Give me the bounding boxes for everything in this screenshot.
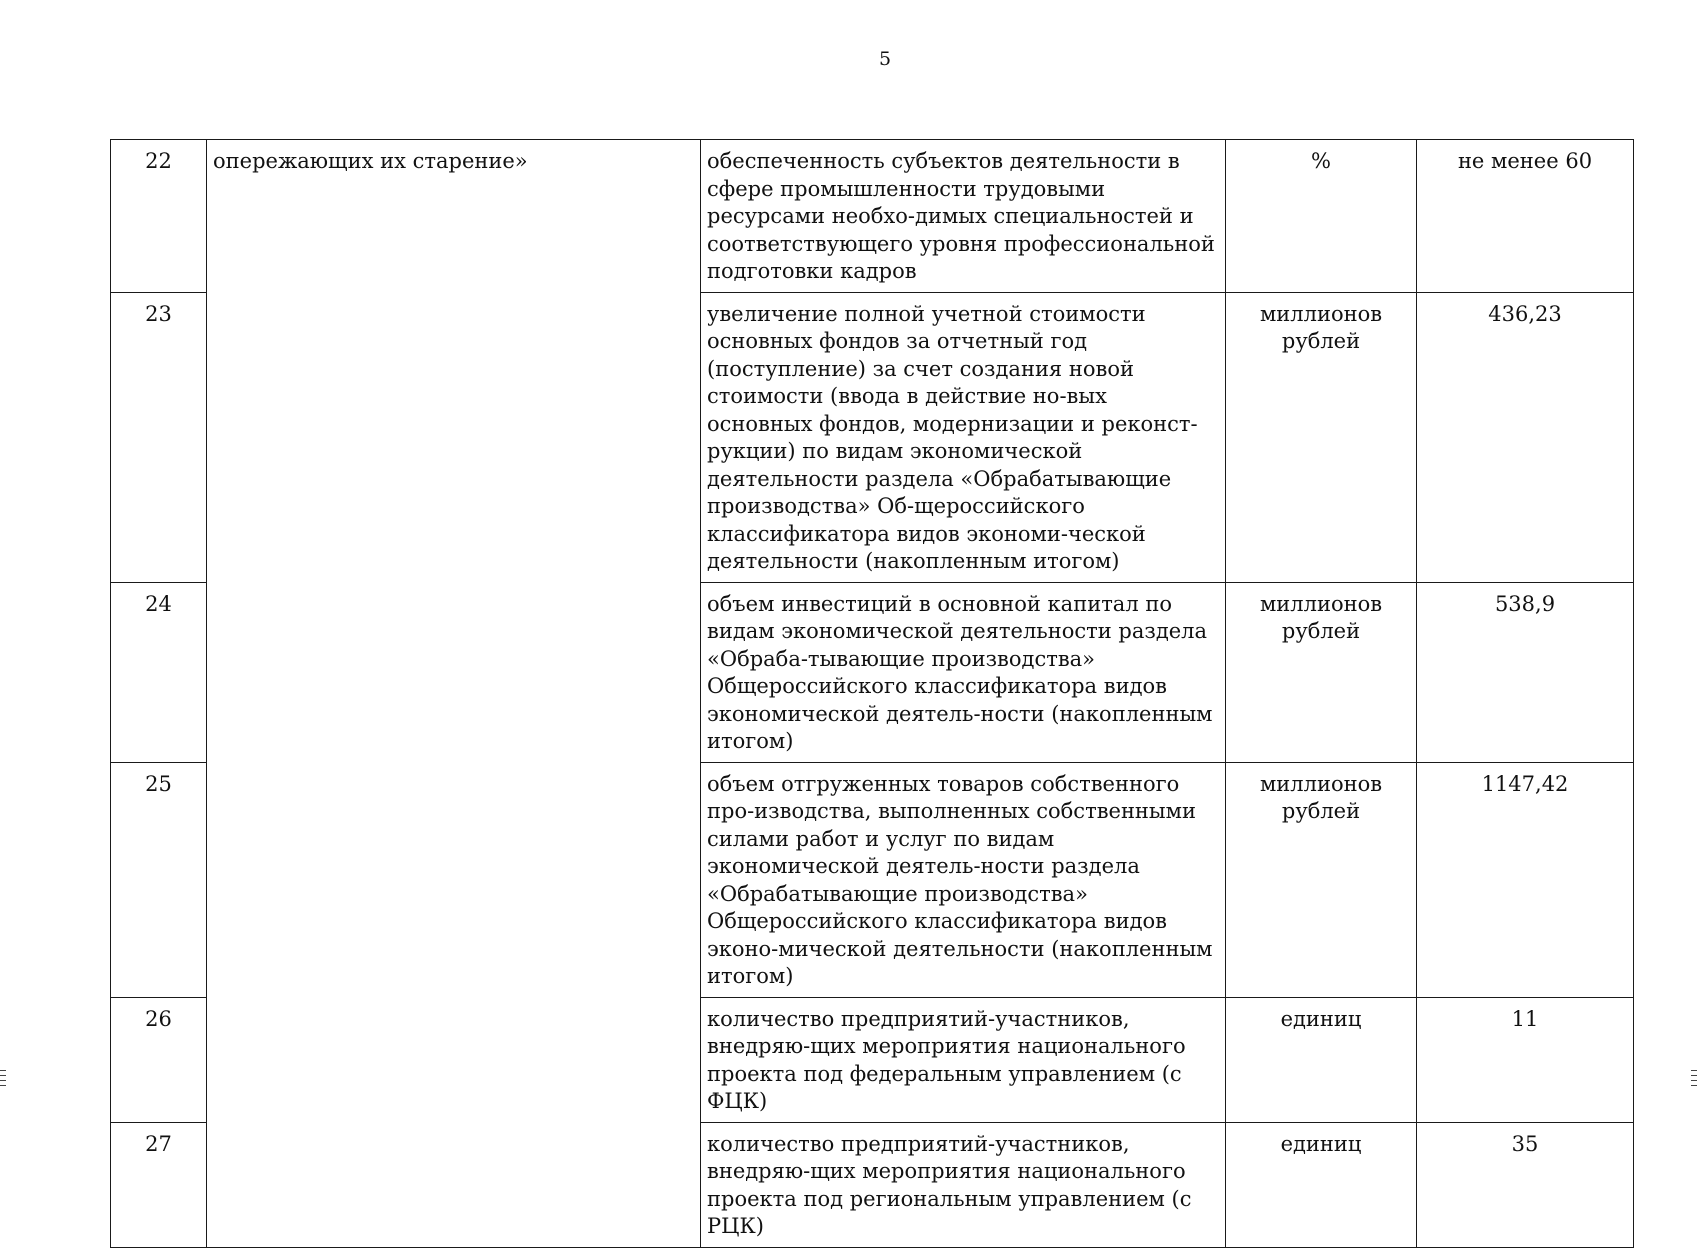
value-cell: 436,23 xyxy=(1417,292,1634,582)
page-number: 5 xyxy=(878,48,892,70)
value-cell: 1147,42 xyxy=(1417,762,1634,997)
indicator-cell: обеспеченность субъектов деятельности в сфере промышленности трудовыми ресурсами необхо-димых специальностей и соответствующего уровня профессиональной подготовки кадров xyxy=(701,140,1226,293)
indicator-cell: объем инвестиций в основной капитал по видам экономической деятельности раздела «Обраба-тывающие производства» Общероссийского классификатора видов экономической деятель-ности (накопленным итогом) xyxy=(701,582,1226,762)
indicator-cell: количество предприятий-участников, внедряю-щих мероприятия национального проекта под федеральным управлением (с ФЦК) xyxy=(701,997,1226,1122)
unit-cell: % xyxy=(1226,140,1417,293)
indicator-cell: увеличение полной учетной стоимости основных фондов за отчетный год (поступление) за счет создания новой стоимости (ввода в действие но-вых основных фондов, модернизации и реконст-рукции) по видам экономической деятельности раздела «Обрабатывающие производства» Об-щероссийского классификатора видов экономи-ческой деятельности (накопленным итогом) xyxy=(701,292,1226,582)
unit-cell: единиц xyxy=(1226,1122,1417,1247)
right-scan-marks xyxy=(1691,1070,1697,1090)
table-row xyxy=(111,140,1634,293)
row-number: 22 xyxy=(111,140,207,293)
row-number: 23 xyxy=(111,292,207,582)
row-number: 26 xyxy=(111,997,207,1122)
row-number: 24 xyxy=(111,582,207,762)
row-number: 25 xyxy=(111,762,207,997)
indicator-cell: количество предприятий-участников, внедряю-щих мероприятия национального проекта под региональным управлением (с РЦК) xyxy=(701,1122,1226,1247)
row-number: 27 xyxy=(111,1122,207,1247)
indicators-table xyxy=(110,139,1634,1248)
unit-cell: единиц xyxy=(1226,997,1417,1122)
value-cell: не менее 60 xyxy=(1417,140,1634,293)
unit-cell: миллионов рублей xyxy=(1226,582,1417,762)
goal-cell: опережающих их старение» xyxy=(207,140,701,1248)
unit-cell: миллионов рублей xyxy=(1226,292,1417,582)
left-scan-marks xyxy=(0,1070,6,1090)
value-cell: 538,9 xyxy=(1417,582,1634,762)
unit-cell: миллионов рублей xyxy=(1226,762,1417,997)
value-cell: 11 xyxy=(1417,997,1634,1122)
indicator-cell: объем отгруженных товаров собственного про-изводства, выполненных собственными силами работ и услуг по видам экономической деятель-ности раздела «Обрабатывающие производства» Общероссийского классификатора видов эконо-мической деятельности (накопленным итогом) xyxy=(701,762,1226,997)
value-cell: 35 xyxy=(1417,1122,1634,1247)
